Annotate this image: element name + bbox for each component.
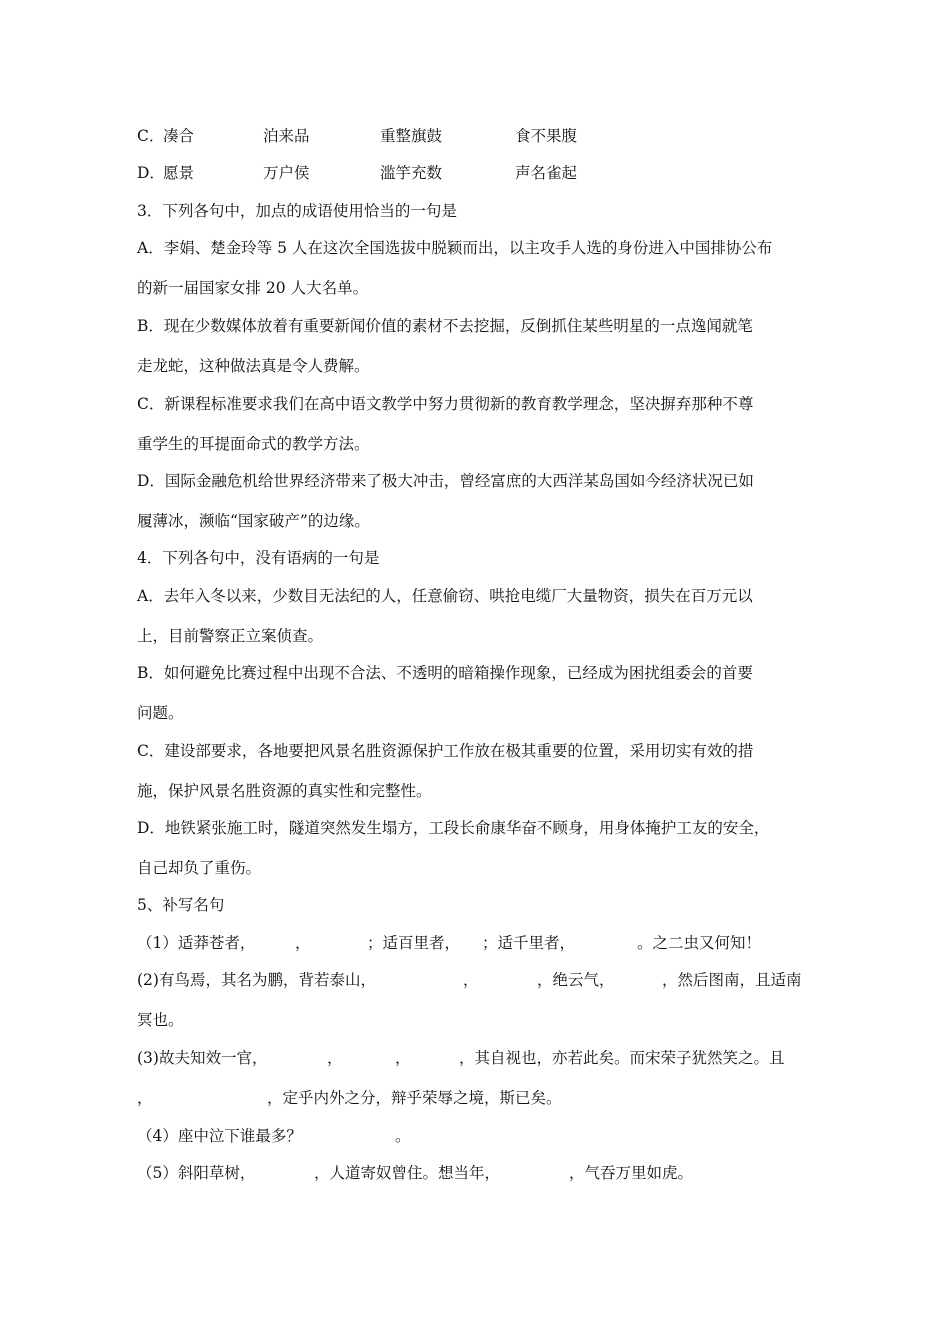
verse-fragment: 。之二虫又何知！ [637,934,762,952]
q3-option-c-line1: C．新课程标准要求我们在高中语文教学中努力贯彻新的教育教学理念，坚决摒弃那种不尊 [137,395,754,413]
verse-fragment: ，绝云气， [537,971,615,989]
q3-option-b-line2: 走龙蛇，这种做法真是令人费解。 [137,357,370,375]
option-word: 愿景 [163,164,195,182]
q3-option-b-line1: B．现在少数媒体放着有重要新闻价值的素材不去挖掘，反倒抓住某些明星的一点逸闻就笔 [137,317,753,335]
verse-fragment: (2)有鸟焉，其名为鹏，背若泰山， [137,971,376,989]
option-word: 食不果腹 [515,127,578,145]
option-word: 重整旗鼓 [380,127,443,145]
q4-option-c-line1: C．建设部要求，各地要把风景名胜资源保护工作放在极其重要的位置，采用切实有效的措 [137,742,754,760]
option-word: 泊来品 [263,127,310,145]
verse-fragment: ， [137,1089,153,1107]
verse-fragment: （1）适莽苍者， [137,934,256,952]
q3-stem: 3．下列各句中，加点的成语使用恰当的一句是 [137,202,457,220]
q4-option-d-line1: D．地铁紧张施工时，隧道突然发生塌方，工段长俞康华奋不顾身，用身体掩护工友的安全， [137,819,770,837]
q3-option-d-line2: 履薄冰，濒临“国家破产”的边缘。 [137,512,370,530]
q3-option-c-line2: 重学生的耳提面命式的教学方法。 [137,435,370,453]
q4-option-b-line1: B．如何避免比赛过程中出现不合法、不透明的暗箱操作现象，已经成为困扰组委会的首要 [137,664,753,682]
option-label: C． [137,127,165,145]
verse-fragment: ， [295,934,311,952]
q3-option-a-line1: A．李娟、楚金玲等 5 人在这次全国选拔中脱颖而出，以主攻手人选的身份进入中国排协公布 [137,239,773,257]
verse-fragment: ，然后图南，且适南 [662,971,802,989]
option-label: D． [137,164,165,182]
option-word: 凑合 [163,127,195,145]
verse-fragment: ，其自视也，亦若此矣。而宋荣子犹然笑之。且 [459,1049,785,1067]
verse-fragment: (3)故夫知效一官， [137,1049,268,1067]
q4-option-c-line2: 施，保护风景名胜资源的真实性和完整性。 [137,782,432,800]
option-word: 声名雀起 [515,164,578,182]
verse-fragment: 。 [395,1127,411,1145]
q4-stem: 4．下列各句中，没有语病的一句是 [137,549,380,567]
q4-option-d-line2: 自己却负了重伤。 [137,859,262,877]
q4-option-a-line2: 上，目前警察正立案侦查。 [137,627,324,645]
q5-stem: 5、补写名句 [137,896,225,914]
verse-fragment: （4）座中泣下谁最多？ [137,1127,302,1145]
verse-fragment: ；适千里者， [482,934,576,952]
q5-sentence-2-line2: 冥也。 [137,1011,184,1029]
q4-option-a-line1: A．去年入冬以来，少数目无法纪的人，任意偷窃、哄抢电缆厂大量物资，损失在百万元以 [137,587,753,605]
q3-option-a-line2: 的新一届国家女排 20 人大名单。 [137,279,369,297]
option-word: 万户侯 [263,164,310,182]
verse-fragment: ， [395,1049,411,1067]
verse-fragment: ；适百里者， [367,934,461,952]
verse-fragment: （5）斜阳草树， [137,1164,256,1182]
verse-fragment: ， [327,1049,343,1067]
q4-option-b-line2: 问题。 [137,704,184,722]
option-word: 滥竽充数 [380,164,443,182]
verse-fragment: ，定乎内外之分，辩乎荣辱之境，斯已矣。 [267,1089,562,1107]
q3-option-d-line1: D．国际金融危机给世界经济带来了极大冲击，曾经富庶的大西洋某岛国如今经济状况已如 [137,472,754,490]
verse-fragment: ，气吞万里如虎。 [569,1164,694,1182]
verse-fragment: ， [463,971,479,989]
verse-fragment: ，人道寄奴曾住。想当年， [314,1164,501,1182]
